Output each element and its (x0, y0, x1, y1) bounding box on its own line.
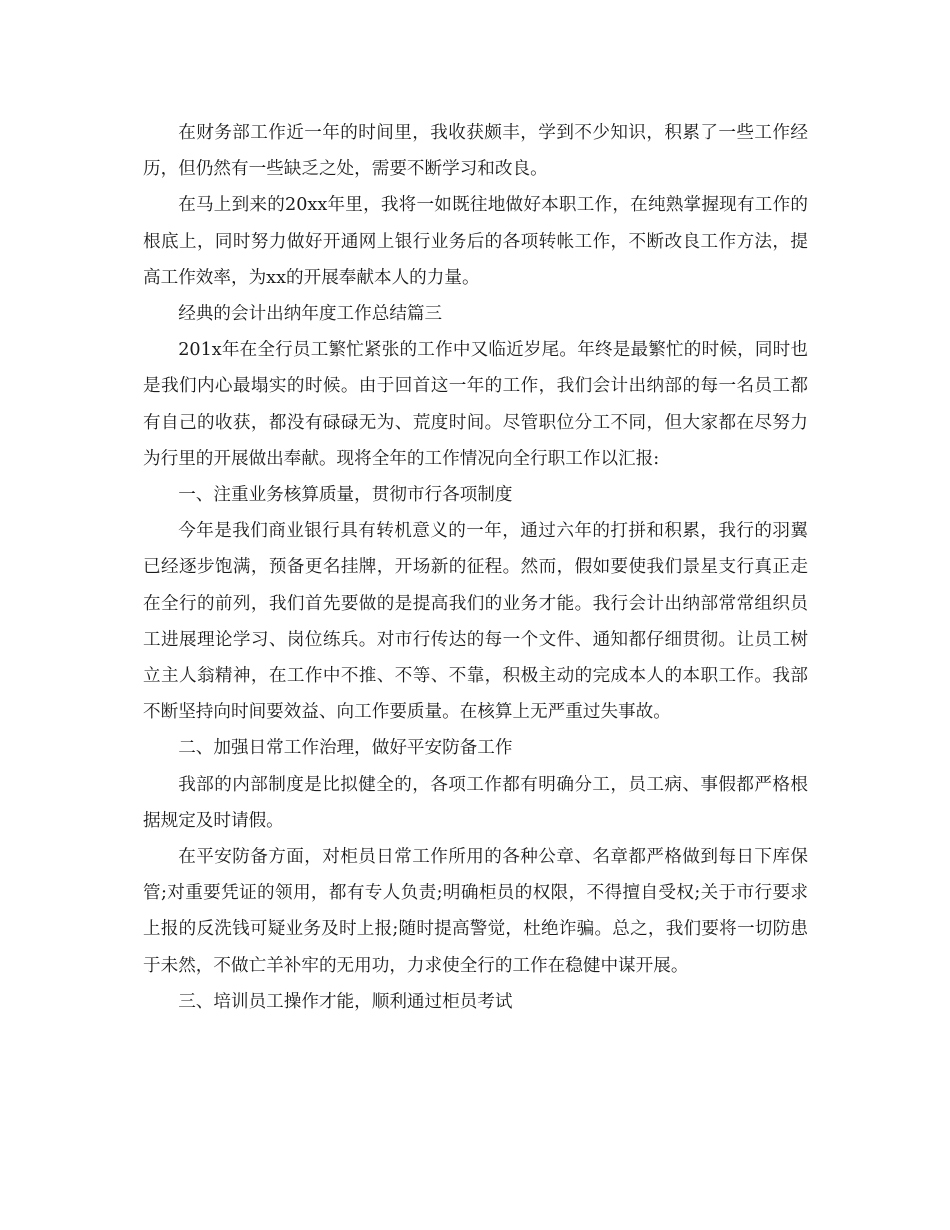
paragraph-summary-intro: 在财务部工作近一年的时间里，我收获颇丰，学到不少知识，积累了一些工作经历，但仍然有一些缺乏之处，需要不断学习和改良。 (143, 123, 808, 180)
paragraph-safety-measures: 在平安防备方面，对柜员日常工作所用的各种公章、名章都严格做到每日下库保管;对重要凭证的领用，都有专人负责;明确柜员的权限，不得擅自受权;关于市行要求上报的反洗钱可疑业务及时上报;随时提高警觉，杜绝诈骗。总之，我们要将一切防患于未然，不做亡羊补牢的无用功，力求使全行的工作在稳健中谋开展。 (143, 847, 808, 976)
paragraph-business-quality: 今年是我们商业银行具有转机意义的一年，通过六年的打拼和积累，我行的羽翼已经逐步饱满，预备更名挂牌，开场新的征程。然而，假如要使我们景星支行真正走在全行的前列，我们首先要做的是提高我们的业务才能。我行会计出纳部常常组织员工进展理论学习、岗位练兵。对市行传达的每一个文件、通知都仔细贯彻。让员工树立主人翁精神，在工作中不推、不等、不靠，积极主动的完成本人的本职工作。我部不断坚持向时间要效益、向工作要质量。在核算上无严重过失事故。 (143, 521, 808, 723)
heading-item-one: 一、注重业务核算质量，贯彻市行各项制度 (178, 485, 513, 506)
heading-item-two: 二、加强日常工作治理，做好平安防备工作 (178, 738, 513, 759)
paragraph-next-year-plan: 在马上到来的20xx年里，我将一如既往地做好本职工作，在纯熟掌握现有工作的根底上，同时努力做好开通网上银行业务后的各项转帐工作，不断改良工作方法，提高工作效率，为xx的开展奉献本人的力量。 (143, 195, 808, 288)
document-body (143, 115, 808, 1020)
section-title-part-three: 经典的会计出纳年度工作总结篇三 (178, 304, 443, 325)
heading-item-three: 三、培训员工操作才能，顺利通过柜员考试 (178, 991, 513, 1012)
paragraph-internal-rules: 我部的内部制度是比拟健全的，各项工作都有明确分工，员工病、事假都严格根据规定及时请假。 (143, 774, 808, 831)
paragraph-year-overview: 201x年在全行员工繁忙紧张的工作中又临近岁尾。年终是最繁忙的时候，同时也是我们内心最塌实的时候。由于回首这一年的工作，我们会计出纳部的每一名员工都有自己的收获，都没有碌碌无为、荒度时间。尽管职位分工不同，但大家都在尽努力为行里的开展做出奉献。现将全年的工作情况向全行职工作以汇报: (143, 340, 808, 469)
